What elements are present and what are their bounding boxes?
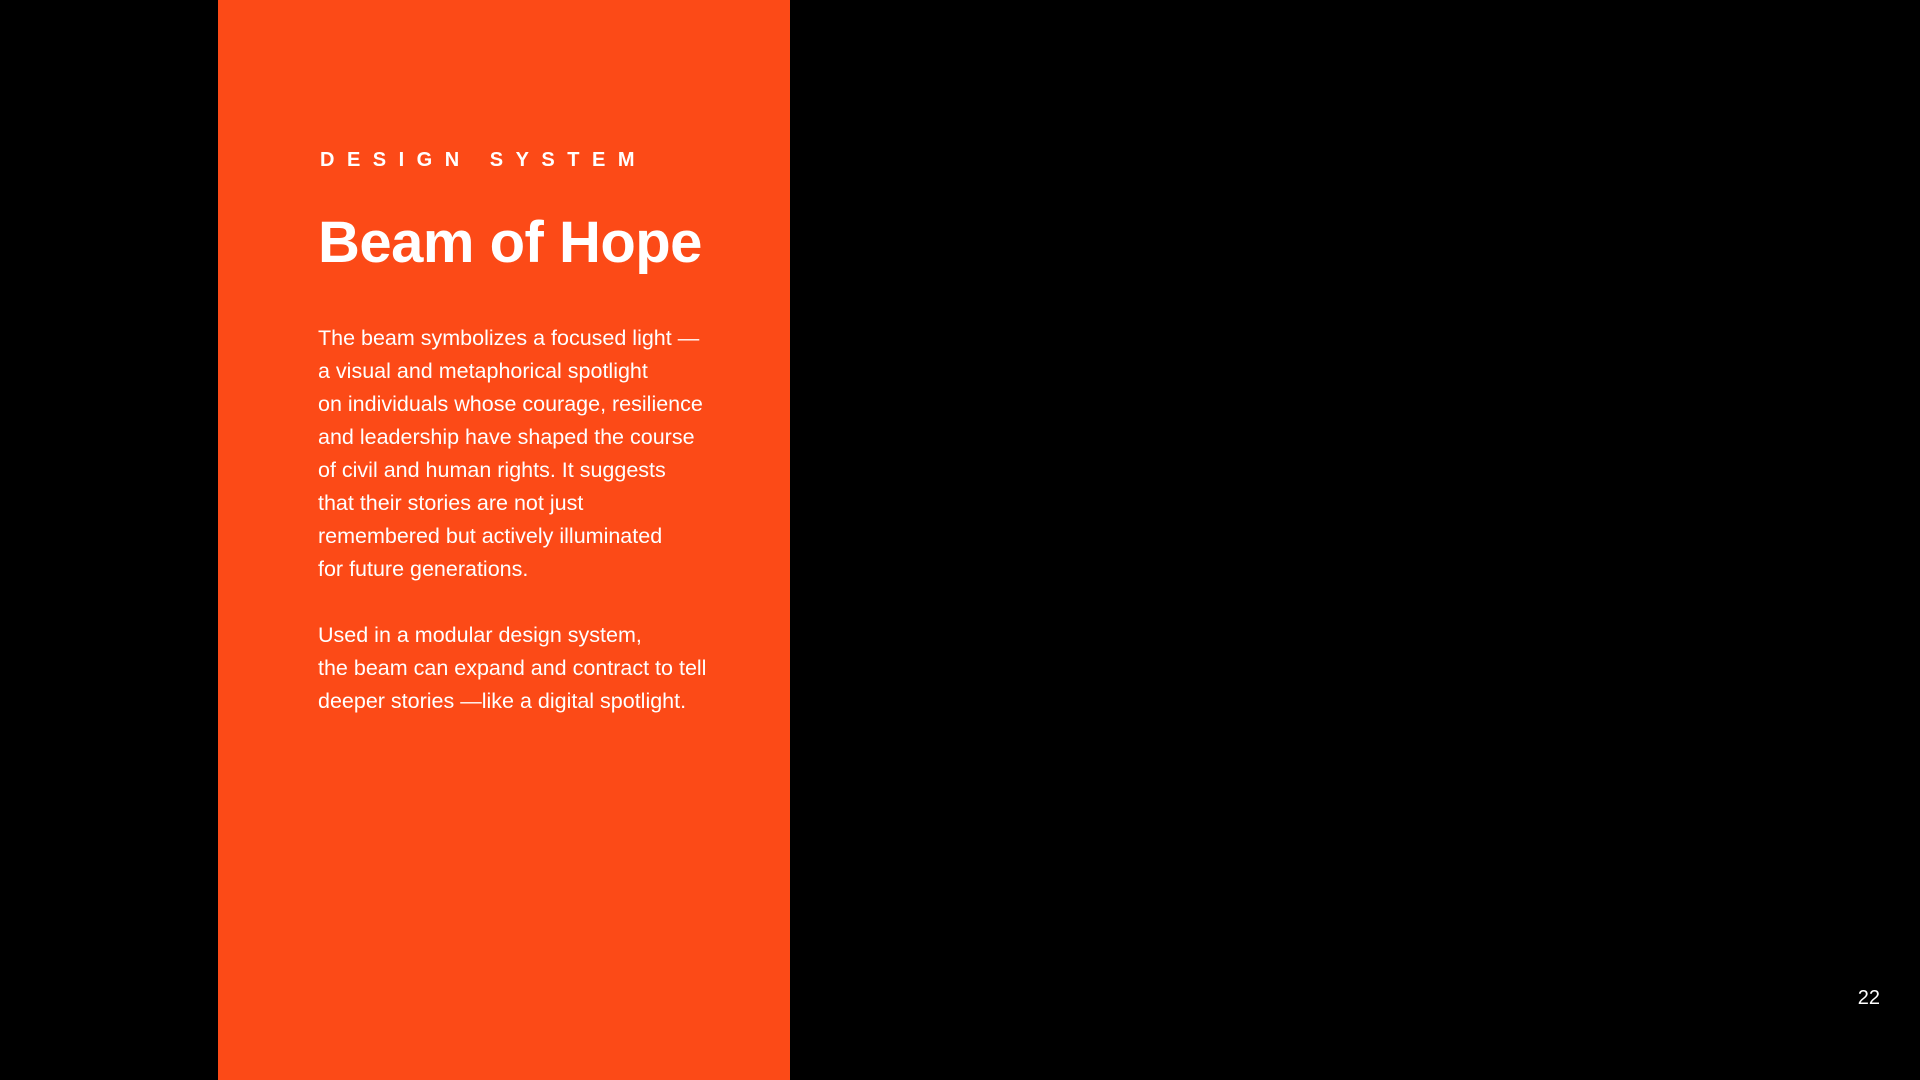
slide-title: Beam of Hope [318, 210, 702, 275]
body-line: Used in a modular design system, [318, 623, 642, 647]
body-line: for future generations. [318, 557, 529, 581]
body-line: on individuals whose courage, resilience [318, 392, 703, 416]
body-line: a visual and metaphorical spotlight [318, 359, 648, 383]
body-line: and leadership have shaped the course [318, 425, 695, 449]
body-line: The beam symbolizes a focused light — [318, 326, 700, 350]
page-number: 22 [1857, 987, 1880, 1009]
body-line: deeper stories —like a digital spotlight. [318, 689, 687, 713]
body-line: of civil and human rights. It suggests [318, 458, 666, 482]
body-paragraph-2 [318, 619, 758, 718]
body-line: remembered but actively illuminated [318, 524, 663, 548]
body-line: the beam can expand and contract to tell [318, 656, 707, 680]
body-paragraph-1 [318, 322, 758, 586]
section-label: DESIGN SYSTEM [320, 149, 647, 171]
body-line: that their stories are not just [318, 491, 584, 515]
